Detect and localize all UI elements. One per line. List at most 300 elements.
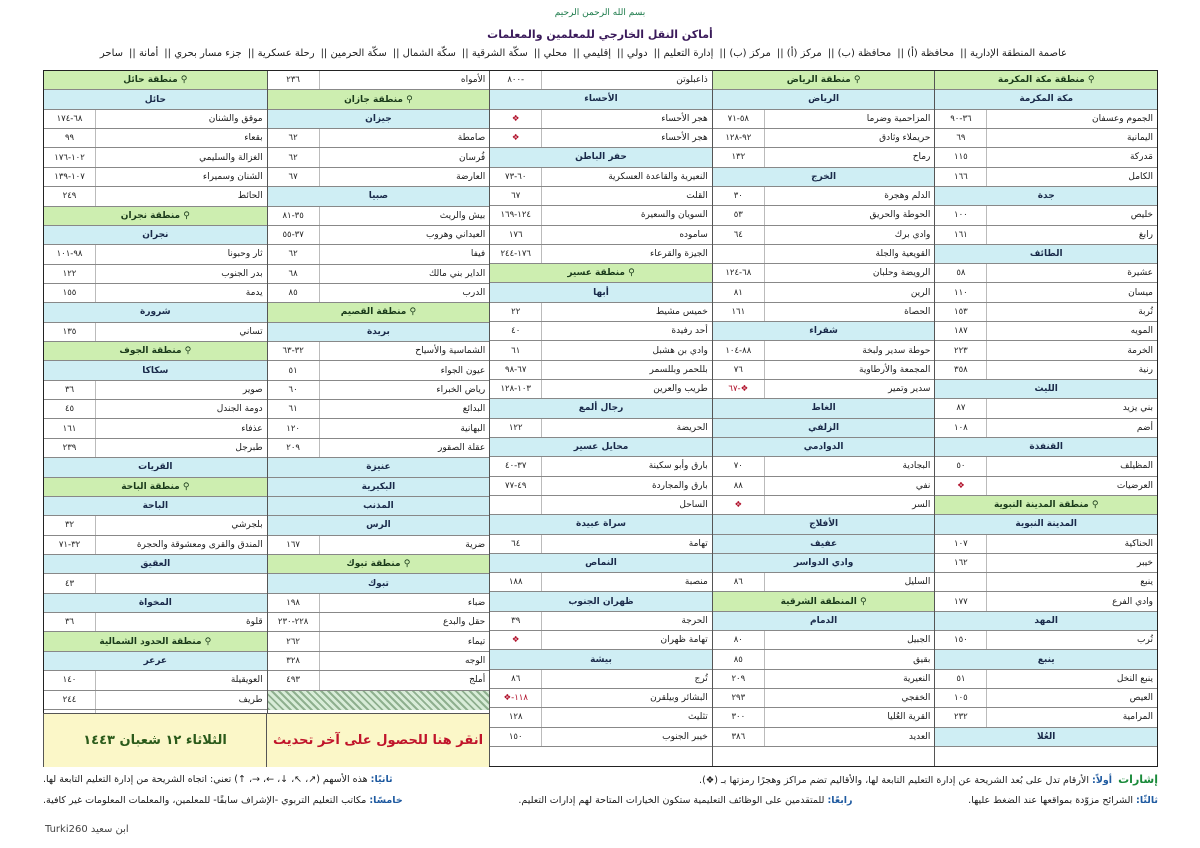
- region-header: [44, 632, 267, 651]
- location-name: السر: [912, 500, 931, 511]
- distance-value: ٣٨٦: [713, 728, 765, 746]
- city-row[interactable]: [44, 361, 267, 380]
- location-row[interactable]: [935, 110, 1157, 129]
- location-row[interactable]: [713, 573, 935, 592]
- location-row[interactable]: [268, 381, 490, 400]
- city-name: الباحة: [142, 501, 169, 512]
- legend-item: دولي ||: [617, 48, 648, 59]
- distance-value: [713, 245, 765, 263]
- location-name: رابغ: [1138, 229, 1153, 240]
- update-date: الثلاثاء ١٢ شعبان ١٤٤٣: [43, 713, 266, 767]
- region-header: [935, 496, 1157, 515]
- region-header: [713, 71, 935, 90]
- location-name: تساني: [239, 326, 263, 337]
- city-row[interactable]: [713, 322, 935, 341]
- location-row[interactable]: [44, 691, 267, 710]
- location-row[interactable]: [935, 708, 1157, 727]
- location-name: بللحمر وبللسمر: [649, 364, 708, 375]
- city-row[interactable]: [935, 728, 1157, 747]
- location-row[interactable]: [44, 323, 267, 342]
- distance-value: ٨٥: [713, 650, 765, 668]
- distance-value: ٢٦٢: [268, 632, 320, 650]
- legend-item: إقليمي ||: [573, 48, 611, 59]
- location-row[interactable]: [44, 574, 267, 593]
- location-row[interactable]: [44, 265, 267, 284]
- table-column: [489, 71, 712, 766]
- city-row[interactable]: [490, 515, 712, 534]
- location-row[interactable]: [935, 341, 1157, 360]
- location-row[interactable]: [713, 361, 935, 380]
- distance-value: ❖: [490, 110, 542, 128]
- location-row[interactable]: [713, 303, 935, 322]
- distance-value: ❖-١١٨: [490, 689, 542, 707]
- distance-value: ٥١: [268, 361, 320, 379]
- legend-item: عاصمة المنطقة الإدارية ||: [960, 48, 1067, 59]
- city-row[interactable]: [935, 380, 1157, 399]
- location-name: يدمة: [245, 288, 263, 299]
- location-row[interactable]: [713, 341, 935, 360]
- legend-item: محافظة (أ) ||: [897, 48, 955, 59]
- location-row[interactable]: [713, 264, 935, 283]
- location-row[interactable]: [490, 573, 712, 592]
- distance-value: ٢٠٩: [268, 439, 320, 457]
- distance-value: ٥٣: [713, 206, 765, 224]
- location-row[interactable]: [935, 226, 1157, 245]
- location-row[interactable]: [490, 419, 712, 438]
- location-row[interactable]: [490, 496, 712, 515]
- transfer-table: [43, 70, 1158, 767]
- city-name: الأفلاج: [809, 519, 839, 530]
- city-name: رجال ألمع: [578, 403, 624, 414]
- city-row[interactable]: [713, 419, 935, 438]
- location-row[interactable]: [268, 671, 490, 690]
- location-name: ذاعبلوتن: [676, 75, 708, 86]
- distance-value: ١٠٧: [935, 535, 987, 553]
- city-row[interactable]: [44, 594, 267, 613]
- location-name: وادي بن هشبل: [652, 345, 708, 356]
- location-row[interactable]: [935, 399, 1157, 418]
- city-row[interactable]: [268, 323, 490, 342]
- distance-value: ٥٨: [935, 264, 987, 282]
- table-column: [44, 71, 267, 766]
- location-row[interactable]: [935, 554, 1157, 573]
- city-row[interactable]: [713, 554, 935, 573]
- location-name: أحد رفيدة: [671, 326, 708, 337]
- location-row[interactable]: [935, 148, 1157, 167]
- location-row[interactable]: [935, 264, 1157, 283]
- legend-item: محافظة (ب) ||: [827, 48, 892, 59]
- location-name: هجر الأحساء: [661, 113, 708, 124]
- location-row[interactable]: [713, 129, 935, 148]
- location-row[interactable]: [935, 361, 1157, 380]
- location-row[interactable]: [490, 708, 712, 727]
- location-row[interactable]: [490, 71, 712, 90]
- city-row[interactable]: [713, 399, 935, 418]
- city-name: حائل: [144, 94, 166, 105]
- city-row[interactable]: [44, 226, 267, 245]
- location-name: الداير بني مالك: [428, 268, 486, 279]
- location-row[interactable]: [268, 439, 490, 458]
- location-row[interactable]: [713, 226, 935, 245]
- location-row[interactable]: [713, 631, 935, 650]
- city-name: القريات: [138, 462, 173, 473]
- location-row[interactable]: [935, 631, 1157, 650]
- distance-value: ٨٦: [490, 670, 542, 688]
- city-name: الرياض: [808, 94, 840, 105]
- location-row[interactable]: [713, 206, 935, 225]
- location-name: الغزالة والسليمي: [199, 152, 263, 163]
- distance-value: ٩٨-١٠١: [44, 245, 96, 263]
- location-name: السويان والسعيرة: [640, 210, 708, 221]
- city-name: العُلا: [1037, 731, 1056, 742]
- distance-value: ١٩٨: [268, 594, 320, 612]
- location-row[interactable]: [490, 303, 712, 322]
- city-row[interactable]: [268, 497, 490, 516]
- distance-value: ٢٣٢: [935, 708, 987, 726]
- location-row[interactable]: [268, 536, 490, 555]
- location-row[interactable]: [268, 632, 490, 651]
- distance-value: ٦٤: [713, 226, 765, 244]
- distance-value: ٧٦: [713, 361, 765, 379]
- location-row[interactable]: [713, 187, 935, 206]
- distance-value: ١٣٢: [713, 148, 765, 166]
- distance-value: ٦٠: [268, 381, 320, 399]
- location-row[interactable]: [935, 592, 1157, 611]
- distance-value: ٣٢٨: [268, 652, 320, 670]
- location-name: البدائع: [462, 404, 486, 415]
- update-link[interactable]: انقر هنا للحصول على آخر تحديث: [266, 713, 489, 767]
- location-row[interactable]: [490, 341, 712, 360]
- location-row[interactable]: [268, 168, 490, 187]
- location-row[interactable]: [44, 671, 267, 690]
- city-row[interactable]: [44, 458, 267, 477]
- distance-value: ٣٠: [713, 187, 765, 205]
- location-row[interactable]: [713, 283, 935, 302]
- location-row[interactable]: [935, 168, 1157, 187]
- location-row[interactable]: [44, 245, 267, 264]
- distance-value: ❖: [490, 631, 542, 649]
- distance-value: ١٥٥: [44, 284, 96, 302]
- location-row[interactable]: [268, 226, 490, 245]
- location-row[interactable]: [490, 612, 712, 631]
- location-row[interactable]: [935, 129, 1157, 148]
- city-row[interactable]: [44, 90, 267, 109]
- location-row[interactable]: [490, 361, 712, 380]
- distance-value: ٨٧: [935, 399, 987, 417]
- city-name: الأحساء: [584, 94, 618, 105]
- location-row[interactable]: [935, 670, 1157, 689]
- location-name: بيش والريث: [439, 210, 486, 221]
- table-column: [267, 71, 490, 766]
- location-row[interactable]: [490, 226, 712, 245]
- city-name: محايل عسير: [573, 442, 629, 453]
- location-name: الدلم وهجرة: [884, 191, 931, 202]
- location-row[interactable]: [713, 148, 935, 167]
- location-row[interactable]: [713, 689, 935, 708]
- city-row[interactable]: [713, 535, 935, 554]
- location-row[interactable]: [268, 148, 490, 167]
- notes-line-1: [43, 770, 1158, 791]
- location-row[interactable]: [44, 400, 267, 419]
- location-row[interactable]: [44, 148, 267, 167]
- location-name: العويقيلة: [230, 675, 263, 686]
- location-row[interactable]: [268, 613, 490, 632]
- location-row[interactable]: [490, 631, 712, 650]
- location-name: تهامة ظهران: [660, 635, 708, 646]
- city-name: الرس: [366, 520, 391, 531]
- distance-value: ٢٩٣: [713, 689, 765, 707]
- city-row[interactable]: [268, 110, 490, 129]
- location-row[interactable]: [268, 361, 490, 380]
- location-row[interactable]: [44, 439, 267, 458]
- note-4: للمتقدمين على الوظائف التعليمية ستكون الخيارات المتاحة لهم إدارات التعليم.: [518, 795, 825, 806]
- location-row[interactable]: [713, 245, 935, 264]
- location-row[interactable]: [44, 419, 267, 438]
- location-row[interactable]: [935, 689, 1157, 708]
- location-row[interactable]: [490, 206, 712, 225]
- location-row[interactable]: [490, 728, 712, 747]
- location-name: مَدركة: [1129, 152, 1153, 163]
- location-row[interactable]: [935, 419, 1157, 438]
- location-row[interactable]: [935, 322, 1157, 341]
- city-row[interactable]: [44, 303, 267, 322]
- location-row[interactable]: [490, 168, 712, 187]
- location-row[interactable]: [935, 457, 1157, 476]
- city-row[interactable]: [268, 458, 490, 477]
- location-row[interactable]: [490, 322, 712, 341]
- note-1-label: أولاً:: [1092, 775, 1113, 786]
- location-row[interactable]: [490, 670, 712, 689]
- location-row[interactable]: [268, 245, 490, 264]
- location-row[interactable]: [935, 477, 1157, 496]
- distance-value: ٥١: [935, 670, 987, 688]
- city-row[interactable]: [268, 516, 490, 535]
- city-name: النماص: [585, 557, 617, 568]
- location-row[interactable]: [490, 380, 712, 399]
- location-row[interactable]: [713, 650, 935, 669]
- distance-value: ٤٠: [490, 322, 542, 340]
- distance-value: ٦٩: [935, 129, 987, 147]
- location-row[interactable]: [713, 708, 935, 727]
- location-row[interactable]: [44, 168, 267, 187]
- location-row[interactable]: [490, 689, 712, 708]
- city-row[interactable]: [268, 574, 490, 593]
- city-name: المذنب: [363, 501, 394, 512]
- location-row[interactable]: [490, 535, 712, 554]
- region-name: ⚲ منطقة الحدود الشمالية: [99, 636, 212, 647]
- location-row[interactable]: [268, 594, 490, 613]
- location-name: سدير وتمير: [888, 384, 931, 395]
- location-row[interactable]: [44, 187, 267, 206]
- city-name: البكيرية: [361, 481, 396, 492]
- location-row[interactable]: [268, 284, 490, 303]
- location-row[interactable]: [44, 284, 267, 303]
- note-3-label: ثالثًا:: [1136, 795, 1158, 806]
- location-row[interactable]: [713, 496, 935, 515]
- city-row[interactable]: [713, 90, 935, 109]
- location-row[interactable]: [268, 129, 490, 148]
- distance-value: ٢٤٤: [44, 691, 96, 709]
- location-row[interactable]: [935, 206, 1157, 225]
- location-row[interactable]: [713, 380, 935, 399]
- city-row[interactable]: [490, 592, 712, 611]
- distance-value: ١٠٧-١٣٩: [44, 168, 96, 186]
- city-row[interactable]: [935, 187, 1157, 206]
- location-name: الحوطة والحريق: [869, 210, 931, 221]
- location-name: خيبر الجنوب: [662, 731, 708, 742]
- distance-value: ❖: [713, 496, 765, 514]
- distance-value: ١٥٣: [935, 303, 987, 321]
- location-row[interactable]: [935, 535, 1157, 554]
- location-name: ضباء: [467, 597, 486, 608]
- note-2: هذه الأسهم (↗، ↖، ↓، ←، →، ↑) تعني: اتجاه الشريحة من إدارة التعليم التابعة لها.: [43, 774, 368, 785]
- city-row[interactable]: [935, 245, 1157, 264]
- distance-value: ١٦٧: [268, 536, 320, 554]
- location-name: ضرية: [465, 539, 486, 550]
- city-row[interactable]: [713, 612, 935, 631]
- location-row[interactable]: [713, 477, 935, 496]
- note-1: الأرقام تدل على بُعد الشريحة عن إدارة التعليم التابعة لها، والأقاليم تضم مراكز وهجرًا رمزتها بـ (❖).: [699, 775, 1089, 786]
- location-row[interactable]: [44, 516, 267, 535]
- location-row[interactable]: [268, 400, 490, 419]
- city-row[interactable]: [490, 148, 712, 167]
- location-row[interactable]: [713, 110, 935, 129]
- location-name: صوير: [242, 384, 263, 395]
- distance-value: ٢٢: [490, 303, 542, 321]
- distance-value: ❖: [490, 129, 542, 147]
- location-row[interactable]: [268, 207, 490, 226]
- distance-value: ٨٠٠-: [490, 71, 542, 89]
- city-row[interactable]: [490, 650, 712, 669]
- region-name: ⚲ منطقة عسير: [567, 268, 635, 279]
- location-row[interactable]: [490, 187, 712, 206]
- note-3: الشرائح مزوّدة بمواقعها عند الضغط عليها.: [968, 795, 1134, 806]
- location-row[interactable]: [490, 477, 712, 496]
- distance-value: ٦٧: [268, 168, 320, 186]
- region-name: ⚲ منطقة الرياض: [786, 75, 861, 86]
- location-name: الخفجي: [901, 693, 931, 704]
- distance-value: ١٢٨: [490, 708, 542, 726]
- city-row[interactable]: [268, 478, 490, 497]
- location-name: الخرمة: [1127, 345, 1153, 356]
- distance-value: ٤٩-٧٧: [490, 477, 542, 495]
- location-name: النعيرية والقاعدة العسكرية: [608, 171, 708, 182]
- location-name: الحائط: [237, 191, 263, 202]
- city-name: ظهران الجنوب: [568, 596, 634, 607]
- distance-value: ٦٢: [268, 148, 320, 166]
- location-row[interactable]: [268, 265, 490, 284]
- city-row[interactable]: [935, 515, 1157, 534]
- distance-value: ٢٢٨-٢٣٠: [268, 613, 320, 631]
- city-row[interactable]: [935, 612, 1157, 631]
- location-row[interactable]: [490, 457, 712, 476]
- location-name: بارق والمجاردة: [651, 480, 708, 491]
- distance-value: [935, 573, 987, 591]
- city-name: العقيق: [140, 559, 171, 570]
- location-name: رنية: [1138, 364, 1153, 375]
- distance-value: ١١٠: [935, 283, 987, 301]
- location-row[interactable]: [268, 71, 490, 90]
- city-row[interactable]: [935, 650, 1157, 669]
- city-row[interactable]: [490, 283, 712, 302]
- city-row[interactable]: [268, 187, 490, 206]
- city-row[interactable]: [490, 90, 712, 109]
- location-name: ينبع النخل: [1116, 673, 1153, 684]
- city-row[interactable]: [490, 554, 712, 573]
- location-row[interactable]: [268, 652, 490, 671]
- distance-value: ٦١: [490, 341, 542, 359]
- distance-value: ٦٨: [268, 265, 320, 283]
- city-row[interactable]: [44, 555, 267, 574]
- region-header: [44, 71, 267, 90]
- city-row[interactable]: [713, 168, 935, 187]
- location-row[interactable]: [490, 129, 712, 148]
- location-row[interactable]: [44, 536, 267, 555]
- location-row[interactable]: [935, 303, 1157, 322]
- location-row[interactable]: [44, 129, 267, 148]
- location-row[interactable]: [935, 283, 1157, 302]
- distance-value: ٣٥-٨١: [268, 207, 320, 225]
- distance-value: ٢٣٦: [268, 71, 320, 89]
- city-row[interactable]: [713, 515, 935, 534]
- city-name: حفر الباطن: [575, 152, 627, 163]
- location-row[interactable]: [490, 245, 712, 264]
- location-row[interactable]: [713, 670, 935, 689]
- city-name: الدمام: [810, 615, 838, 626]
- location-row[interactable]: [44, 613, 267, 632]
- region-header: [713, 592, 935, 611]
- distance-value: [490, 496, 542, 514]
- city-name: مكة المكرمة: [1019, 94, 1074, 105]
- distance-value: ٤٩٣: [268, 671, 320, 689]
- location-row[interactable]: [268, 342, 490, 361]
- city-row[interactable]: [44, 497, 267, 516]
- distance-value: ٣٧-٥٥: [268, 226, 320, 244]
- location-row[interactable]: [490, 110, 712, 129]
- location-row[interactable]: [713, 457, 935, 476]
- distance-value: ٣٩: [490, 612, 542, 630]
- city-row[interactable]: [713, 438, 935, 457]
- table-column: [934, 71, 1157, 766]
- notes: [43, 770, 1158, 811]
- location-row[interactable]: [44, 110, 267, 129]
- distance-value: ٨٨-١٠٤: [713, 341, 765, 359]
- location-name: بلجرشي: [231, 520, 263, 531]
- location-name: حريملاء وثادق: [879, 133, 931, 144]
- distance-value: ١٥٠: [490, 728, 542, 746]
- distance-value: ٣٦: [44, 613, 96, 631]
- location-row[interactable]: [268, 419, 490, 438]
- location-name: الحرجة: [681, 615, 708, 626]
- region-header: [44, 342, 267, 361]
- region-name: ⚲ منطقة القصيم: [340, 307, 417, 318]
- location-name: رماح: [912, 152, 931, 163]
- city-row[interactable]: [490, 399, 712, 418]
- distance-value: ٣٢-٦٣: [268, 342, 320, 360]
- location-row[interactable]: [935, 573, 1157, 592]
- location-row[interactable]: [713, 728, 935, 747]
- city-row[interactable]: [935, 90, 1157, 109]
- city-row[interactable]: [44, 652, 267, 671]
- city-name: المخواة: [138, 597, 172, 608]
- city-row[interactable]: [935, 438, 1157, 457]
- location-name: الجموم وعسفان: [1092, 113, 1153, 124]
- city-row[interactable]: [490, 438, 712, 457]
- location-name: المرامية: [1122, 712, 1153, 723]
- location-row[interactable]: [44, 381, 267, 400]
- location-name: صامطة: [457, 133, 486, 144]
- distance-value: ٢٢٣: [935, 341, 987, 359]
